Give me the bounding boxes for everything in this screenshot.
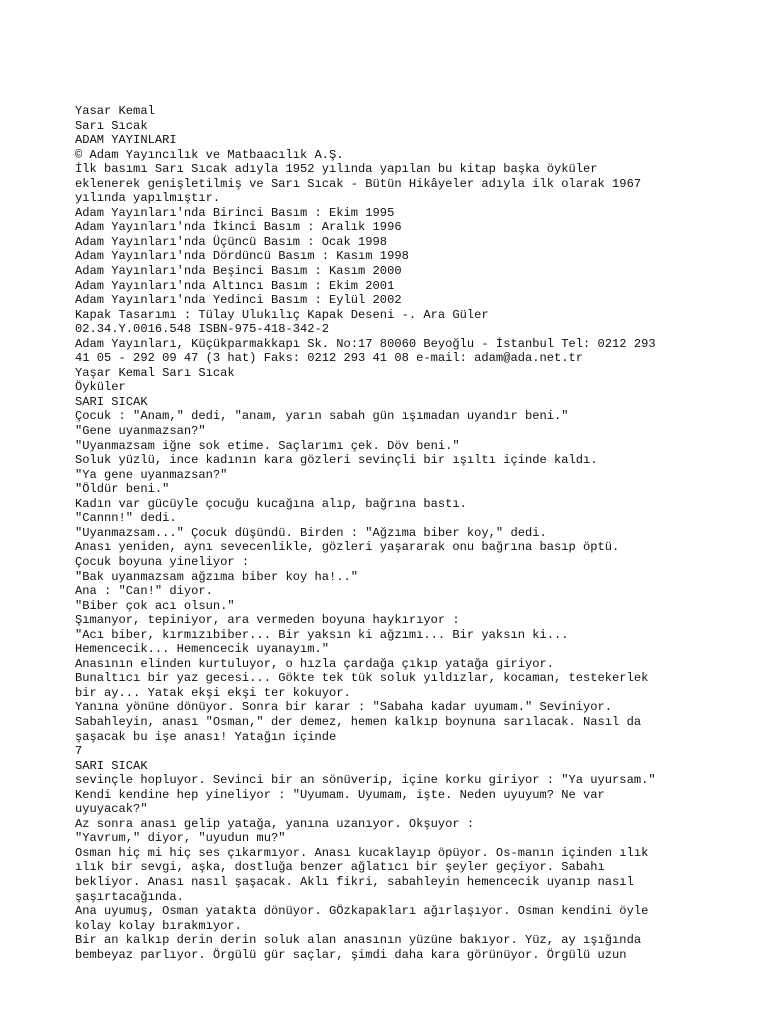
text-line: SARI SICAK — [75, 758, 148, 773]
text-line: Adam Yayınları'nda Yedinci Basım : Eylül 2002 — [75, 293, 402, 308]
text-line: Kadın var gücüyle çocuğu kucağına alıp, bağrına bastı. — [75, 496, 467, 511]
text-line: Soluk yüzlü, ince kadının kara gözleri sevinçli bir ışıltı içinde kaldı. — [75, 453, 598, 468]
text-line: "Öldür beni." — [75, 482, 170, 497]
text-line: 41 05 - 292 09 47 (3 hat) Faks: 0212 293 41 08 e-mail: adam@ada.net.tr — [75, 351, 584, 366]
text-line: Öyküler — [75, 380, 126, 395]
text-line: "Cannn!" dedi. — [75, 511, 177, 526]
text-line: Adam Yayınları'nda Üçüncü Basım : Ocak 1998 — [75, 234, 388, 249]
text-line: "Yavrum," diyor, "uyudun mu?" — [75, 831, 286, 846]
text-line: Çocuk boyuna yineliyor : — [75, 554, 250, 569]
text-line: yılında yapılmıştır. — [75, 191, 221, 206]
text-line: sevinçle hopluyor. Sevinci bir an sönüverip, içine korku giriyor : "Ya uyursam." — [75, 773, 656, 788]
text-line: Adam Yayınları'nda Altıncı Basım : Ekim 2001 — [75, 278, 395, 293]
text-line: Yasar Kemal — [75, 104, 155, 118]
text-line: SARI SICAK — [75, 394, 148, 409]
text-line: 7 — [75, 744, 83, 759]
text-line: Yaşar Kemal Sarı Sıcak — [75, 365, 235, 380]
text-line: "Gene uyanmazsan?" — [75, 424, 206, 439]
text-line: bembeyaz parlıyor. Örgülü gür saçlar, şimdi daha kara görünüyor. Örgülü uzun — [75, 947, 627, 962]
text-line: Osman hiç mi hiç ses çıkarmıyor. Anası kucaklayıp öpüyor. Os-manın içinden ılık — [75, 845, 649, 860]
text-line: Kapak Tasarımı : Tülay Ulukılıç Kapak Deseni -. Ara Güler — [75, 307, 489, 322]
text-line: "Acı biber, kırmızıbiber... Bir yaksın ki ağzımı... Bir yaksın ki... — [75, 627, 569, 642]
text-line: Ana : "Can!" diyor. — [75, 584, 213, 599]
text-line: eklenerek genişletilmiş ve Sarı Sıcak - Bütün Hikâyeler adıyla ilk olarak 1967 — [75, 176, 642, 191]
text-line: ADAM YAYINLARI — [75, 133, 177, 148]
text-line: "Ya gene uyanmazsan?" — [75, 467, 228, 482]
text-line: bir ay... Yatak ekşi ekşi ter kokuyor. — [75, 685, 351, 700]
text-line: uyuyacak?" — [75, 802, 148, 817]
text-line: © Adam Yayıncılık ve Matbaacılık A.Ş. — [75, 147, 344, 162]
text-line: Bir an kalkıp derin derin soluk alan anasının yüzüne bakıyor. Yüz, ay ışığında — [75, 933, 642, 948]
text-line: şaşacak bu işe anası! Yatağın içinde — [75, 729, 337, 744]
text-line: "Uyanmazsam iğne sok etime. Saçlarımı çek. Döv beni." — [75, 438, 460, 453]
text-line: Anası yeniden, aynı sevecenlikle, gözleri yaşararak onu bağrına basıp öptü. — [75, 540, 620, 555]
text-line: Adam Yayınları, Küçükparmakkapı Sk. No:17 80060 Beyoğlu - İstanbul Tel: 0212 293 — [75, 336, 656, 351]
text-line: kolay kolay bırakmıyor. — [75, 918, 242, 933]
text-line: Adam Yayınları'nda Birinci Basım : Ekim 1995 — [75, 205, 395, 220]
text-line: 02.34.Y.0016.548 ISBN-975-418-342-2 — [75, 322, 330, 337]
text-line: Yanına yönüne dönüyor. Sonra bir karar : "Sabaha kadar uyumam." Seviniyor. — [75, 700, 613, 715]
text-line: "Bak uyanmazsam ağzıma biber koy ha!.." — [75, 569, 359, 584]
text-line: bekliyor. Anası nasıl şaşacak. Aklı fikri, sabahleyin hemencecik uyanıp nasıl — [75, 874, 634, 889]
text-line: Kendi kendine hep yineliyor : "Uyumam. Uyumam, işte. Neden uyuyum? Ne var — [75, 787, 605, 802]
text-line: Adam Yayınları'nda Dördüncü Basım : Kasım 1998 — [75, 249, 409, 264]
text-line: "Biber çok acı olsun." — [75, 598, 235, 613]
text-line: Bunaltıcı bir yaz gecesi... Gökte tek tük soluk yıldızlar, kocaman, testekerlek — [75, 671, 649, 686]
text-line: Az sonra anası gelip yatağa, yanına uzanıyor. Okşuyor : — [75, 816, 475, 831]
text-line: Ana uyumuş, Osman yatakta dönüyor. GÖzkapakları ağırlaşıyor. Osman kendini öyle — [75, 904, 649, 919]
text-line: Anasının elinden kurtuluyor, o hızla çardağa çıkıp yatağa giriyor. — [75, 656, 554, 671]
document-page — [75, 104, 735, 962]
text-line: Sarı Sıcak — [75, 118, 148, 133]
text-line: Sabahleyin, anası "Osman," der demez, hemen kalkıp boynuna sarılacak. Nasıl da — [75, 714, 642, 729]
text-line: Şımanyor, tepiniyor, ara vermeden boyuna haykırıyor : — [75, 613, 460, 628]
text-line: İlk basımı Sarı Sıcak adıyla 1952 yılında yapılan bu kitap başka öyküler — [75, 162, 598, 177]
text-line: şaşırtacağında. — [75, 889, 184, 904]
text-line: Çocuk : "Anam," dedi, "anam, yarın sabah gün ışımadan uyandır beni." — [75, 409, 569, 424]
text-line: Adam Yayınları'nda İkinci Basım : Aralık 1996 — [75, 220, 402, 235]
text-line: ılık bir sevgi, aşka, dostluğa benzer ağlatıcı bir şeyler geçiyor. Sabahı — [75, 860, 605, 875]
text-line: Hemencecik... Hemencecik uyanayım." — [75, 642, 330, 657]
text-line: Adam Yayınları'nda Beşinci Basım : Kasım 2000 — [75, 264, 402, 279]
text-line: "Uyanmazsam..." Çocuk düşündü. Birden : "Ağzıma biber koy," dedi. — [75, 525, 547, 540]
